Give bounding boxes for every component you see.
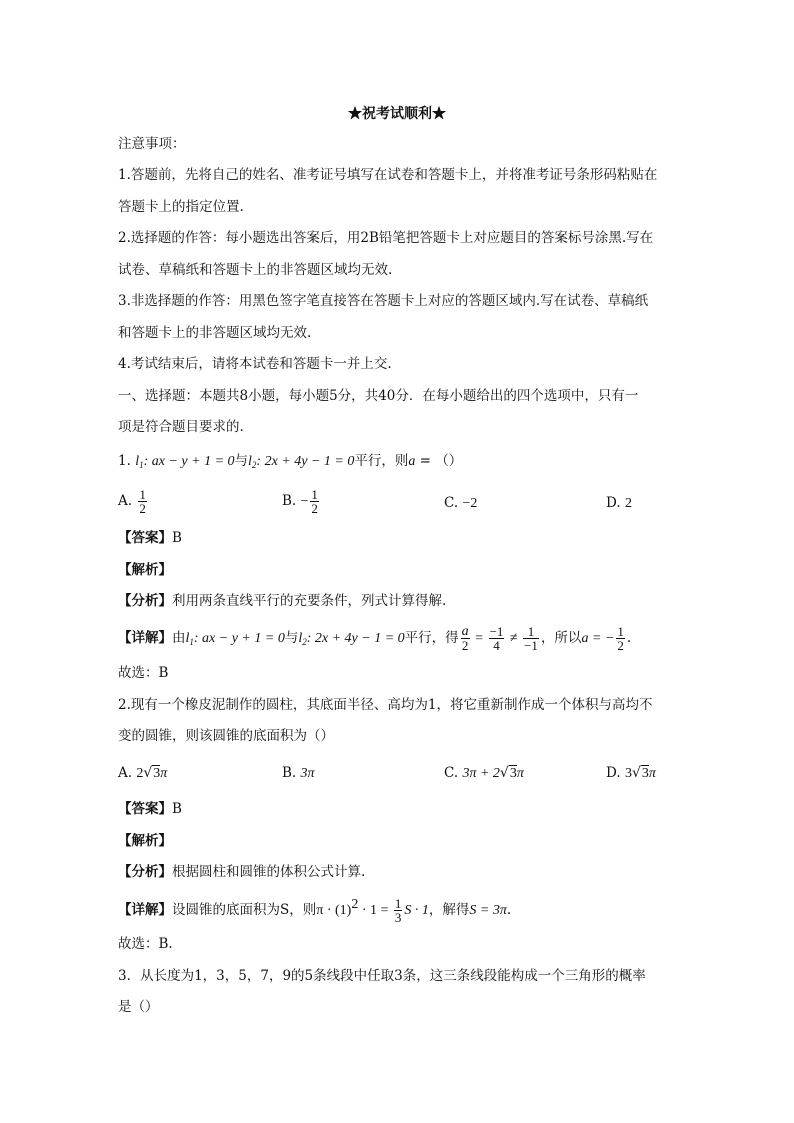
q2-answer: 【答案】B (118, 801, 182, 817)
notice-item-2-line-2: 试卷、草稿纸和答题卡上的非答题区域均无效. (118, 262, 393, 278)
q2-option-c: C. 3π + 2√3π (444, 765, 524, 781)
q1-option-d: D. 2 (606, 495, 632, 511)
notice-item-2-line-1: 2.选择题的作答：每小题选出答案后，用2B铅笔把答题卡上对应题目的答案标号涂黑.写在 (118, 230, 654, 246)
q1-option-c: C. −2 (444, 495, 478, 511)
q3-stem-line-1: 3．从长度为1，3，5，7，9的5条线段中任取3条，这三条线段能构成一个三角形的概率 (118, 968, 646, 984)
q2-fenxi: 【分析】根据圆柱和圆锥的体积公式计算. (118, 864, 366, 880)
q1-tail2: = （） (415, 453, 463, 469)
q1-option-b-frac: $\frac{1}{2}$ (311, 487, 318, 516)
section-heading-line-2: 项是符合题目要求的. (118, 419, 244, 435)
q1-option-a-frac: $\frac{1}{2}$ (139, 487, 146, 516)
notice-item-3-line-1: 3.非选择题的作答：用黑色签字笔直接答在答题卡上对应的答题区域内.写在试卷、草稿纸 (118, 293, 649, 309)
section-heading-line-1: 一、选择题：本题共8小题，每小题5分，共40分．在每小题给出的四个选项中，只有一 (118, 388, 639, 404)
q1-xiangjie: 【详解】由$l_1$: ax − y + 1 = 0与$l_2$: 2x + 4y − 1 = 0平行，得 $\frac{a}{2}$ = $\frac{-1}{4}$ ≠ $\frac{1}{-1}$ ，所以a = − $\frac{1}{2}$ . (118, 624, 632, 653)
notice-item-1-line-1: 1.答题前，先将自己的姓名、准考证号填写在试卷和答题卡上，并将准考证号条形码粘贴在 (118, 167, 658, 183)
q2-stem-line-1: 2.现有一个橡皮泥制作的圆柱，其底面半径、高均为1，将它重新制作成一个体积与高均不 (118, 697, 653, 713)
q1-eq1: : ax − y + 1 = 0 (143, 454, 235, 469)
notice-heading: 注意事项： (118, 136, 186, 152)
q1-tail: 平行，则 (354, 453, 409, 469)
notice-item-4: 4.考试结束后，请将本试卷和答题卡一并上交. (118, 356, 392, 372)
q3-stem-line-2: 是（） (118, 999, 159, 1015)
q2-analysis-tag: 【解析】 (118, 833, 172, 849)
q1-guxuan: 故选：B (118, 665, 169, 681)
q2-stem-line-2: 变的圆锥，则该圆锥的底面积为（） (118, 728, 334, 744)
q1-stem (118, 452, 462, 474)
q1-yu: 与 (234, 453, 249, 469)
q2-option-b: B. 3π (282, 765, 315, 781)
q2-xiangjie: 【详解】设圆锥的底面积为S，则$\pi \cdot (1)^2 \cdot 1$ = $\frac{1}{3}$ S · 1，解得S = 3π. (118, 896, 512, 925)
q1-answer: 【答案】B (118, 530, 182, 546)
q1-l1: $l_1$ (135, 454, 144, 470)
notice-item-3-line-2: 和答题卡上的非答题区域均无效. (118, 325, 312, 341)
q2-option-a: A. 2√3π (118, 765, 168, 781)
q1-fenxi: 【分析】利用两条直线平行的充要条件，列式计算得解. (118, 593, 447, 609)
notice-item-1-line-2: 答题卡上的指定位置. (118, 199, 244, 215)
q1-var: a (408, 454, 416, 469)
q2-option-d: D. 3√3π (606, 765, 656, 781)
q1-number: 1. (118, 453, 131, 469)
q1-option-b: B. − $\frac{1}{2}$ (282, 487, 318, 516)
page-title: ★祝考试顺利★ (348, 106, 446, 122)
q1-eq2: : 2x + 4y − 1 = 0 (256, 454, 355, 469)
q1-l2: $l_2$ (248, 454, 257, 470)
q2-guxuan: 故选：B. (118, 936, 173, 952)
q1-option-a: A. $\frac{1}{2}$ (118, 487, 146, 516)
q1-analysis-tag: 【解析】 (118, 562, 172, 578)
